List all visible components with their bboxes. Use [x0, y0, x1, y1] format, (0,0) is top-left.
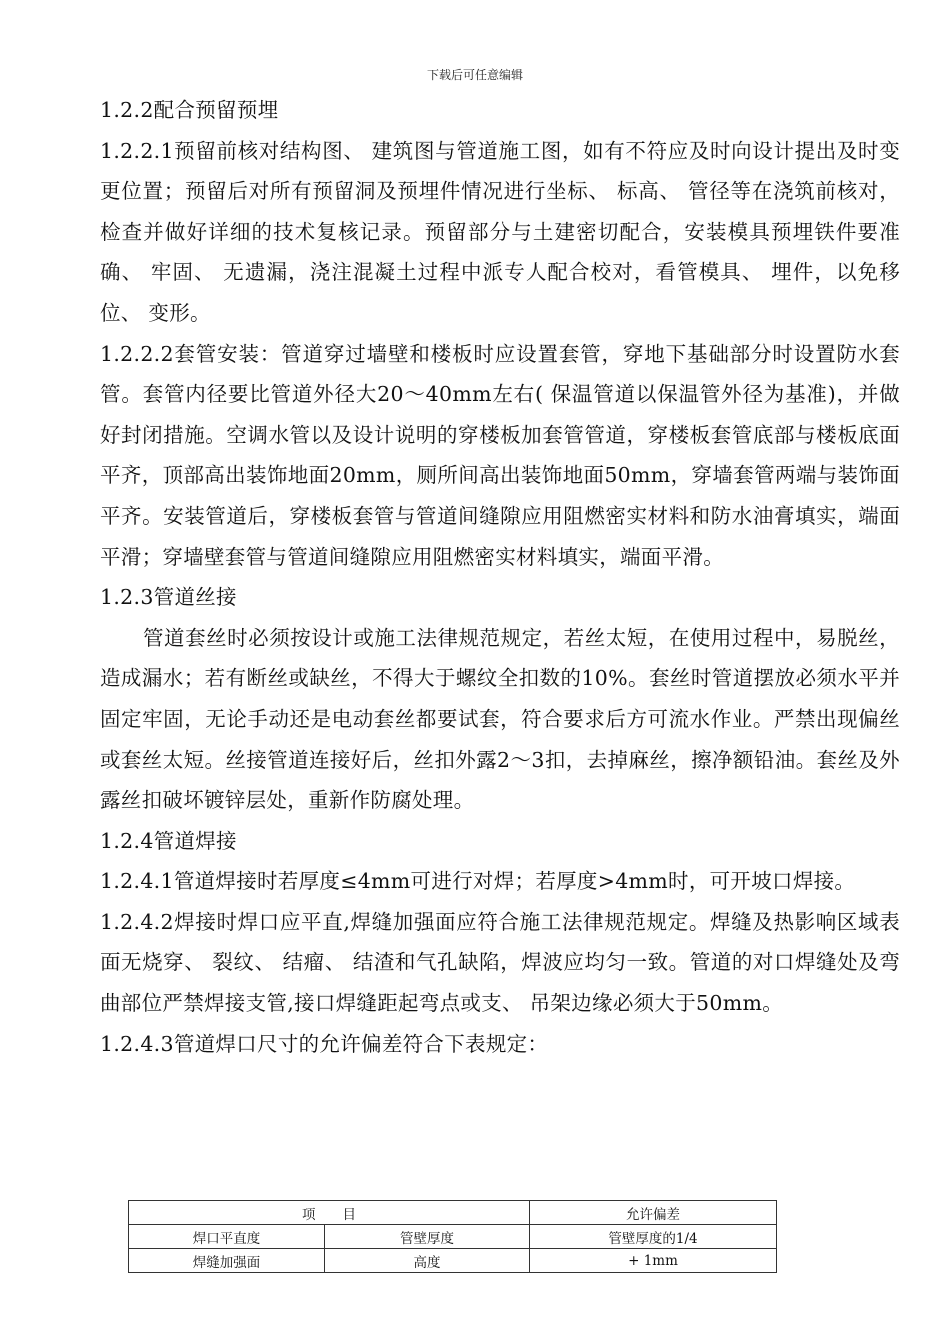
paragraph-1-2-4-3: 1.2.4.3管道焊口尺寸的允许偏差符合下表规定： — [100, 1031, 549, 1056]
table-cell-value: + 1mm — [530, 1249, 777, 1273]
table-cell-name: 焊缝加强面 — [129, 1249, 325, 1273]
paragraph-threading: 管道套丝时必须按设计或施工法律规范规定，若丝太短，在使用过程中，易脱丝，造成漏水；若有断丝或缺丝，不得大于螺纹全扣数的10%。套丝时管道摆放必须水平并固定牢固，无论手动还是电动套丝都要试套，符合要求后方可流水作业。严禁出现偏丝或套丝太短。丝接管道连接好后，丝扣外露2～3扣，去掉麻丝，擦净额铅油。套丝及外露丝扣破坏镀锌层处，重新作防腐处理。 — [100, 625, 900, 813]
table-header-row — [129, 1201, 777, 1225]
table-header-item: 项 目 — [129, 1201, 530, 1225]
paragraph-1-2-2-1: 1.2.2.1预留前核对结构图、 建筑图与管道施工图，如有不符应及时向设计提出及时变更位置；预留后对所有预留洞及预埋件情况进行坐标、 标高、 管径等在浇筑前核对，检查并做好详细的技术复核记录。预留部分与土建密切配合，安装模具预埋铁件要准确、 牢固、 无遗漏，浇注混凝土过程中派专人配合校对，看管模具、 埋件，以免移位、 变形。 — [100, 138, 900, 325]
table-cell-name: 焊口平直度 — [129, 1225, 325, 1249]
paragraph-1-2-4-2: 1.2.4.2焊接时焊口应平直,焊缝加强面应符合施工法律规范规定。焊缝及热影响区域表面无烧穿、 裂纹、 结瘤、 结渣和气孔缺陷，焊波应均匀一致。管道的对口焊缝处及弯曲部位严禁焊接支管,接口焊缝距起弯点或支、 吊架边缘必须大于50mm。 — [100, 909, 900, 1016]
table-cell-value: 管壁厚度的1/4 — [530, 1225, 777, 1249]
heading-1-2-4: 1.2.4管道焊接 — [100, 828, 237, 853]
document-body — [100, 90, 900, 1064]
weld-tolerance-table — [128, 1200, 777, 1273]
table-row — [129, 1249, 777, 1273]
table-header-deviation: 允许偏差 — [530, 1201, 777, 1225]
table-cell-param: 高度 — [325, 1249, 530, 1273]
table-cell-param: 管壁厚度 — [325, 1225, 530, 1249]
page-header-note: 下载后可任意编辑 — [426, 68, 523, 82]
heading-1-2-2: 1.2.2配合预留预埋 — [100, 98, 279, 122]
heading-1-2-3: 1.2.3管道丝接 — [100, 585, 237, 610]
paragraph-1-2-2-2: 1.2.2.2套管安装：管道穿过墙壁和楼板时应设置套管，穿地下基础部分时设置防水套管。套管内径要比管道外径大20～40mm左右( 保温管道以保温管外径为基准)，并做好封闭措施。空调水管以及设计说明的穿楼板加套管管道，穿楼板套管底部与楼板底面平齐，顶部高出装饰地面20mm，厕所间高出装饰地面50mm，穿墙套管两端与装饰面平齐。安装管道后，穿楼板套管与管道间缝隙应用阻燃密实材料和防水油膏填实，端面平滑；穿墙壁套管与管道间缝隙应用阻燃密实材料填实，端面平滑。 — [100, 341, 900, 569]
table-row — [129, 1225, 777, 1249]
paragraph-1-2-4-1: 1.2.4.1管道焊接时若厚度≤4mm可进行对焊；若厚度>4mm时，可开坡口焊接。 — [100, 869, 856, 894]
